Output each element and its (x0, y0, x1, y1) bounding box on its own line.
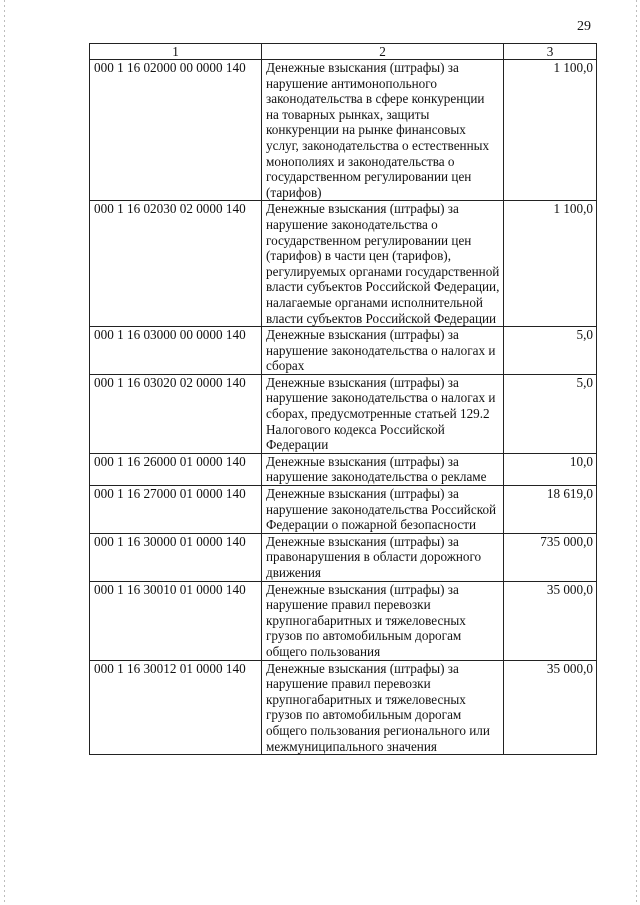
row-code: 000 1 16 26000 01 0000 140 (90, 453, 262, 485)
table-row (90, 453, 597, 485)
table-row (90, 60, 597, 201)
row-amount: 5,0 (504, 374, 597, 453)
row-code: 000 1 16 02000 00 0000 140 (90, 60, 262, 201)
scan-edge-left (4, 0, 5, 905)
table-row (90, 374, 597, 453)
table-row (90, 581, 597, 660)
page-number: 29 (577, 19, 591, 34)
table-row (90, 327, 597, 375)
row-code: 000 1 16 03000 00 0000 140 (90, 327, 262, 375)
table-row (90, 533, 597, 581)
row-code: 000 1 16 27000 01 0000 140 (90, 486, 262, 534)
row-code: 000 1 16 30000 01 0000 140 (90, 533, 262, 581)
scan-edge-right (636, 0, 637, 905)
column-header-code: 1 (90, 44, 262, 60)
row-name: Денежные взыскания (штрафы) за нарушение законодательства Российской Федерации о пожарной безопасности (262, 486, 504, 534)
row-amount: 35 000,0 (504, 581, 597, 660)
table-header-row (90, 44, 597, 60)
row-amount: 1 100,0 (504, 60, 597, 201)
row-amount: 735 000,0 (504, 533, 597, 581)
table-row (90, 660, 597, 755)
row-code: 000 1 16 02030 02 0000 140 (90, 201, 262, 327)
table-row (90, 201, 597, 327)
row-name: Денежные взыскания (штрафы) за нарушение антимонопольного законодательства в сфере конкуренции на товарных рынках, защиты конкуренции на рынке финансовых услуг, законодательства о естественных монополиях и законодательства о государственном регулировании цен (тарифов) (262, 60, 504, 201)
row-name: Денежные взыскания (штрафы) за нарушение законодательства о налогах и сборах (262, 327, 504, 375)
column-header-name: 2 (262, 44, 504, 60)
row-amount: 5,0 (504, 327, 597, 375)
row-name: Денежные взыскания (штрафы) за нарушение правил перевозки крупногабаритных и тяжеловесных грузов по автомобильным дорогам общего пользования регионального или межмуниципального значения (262, 660, 504, 755)
row-code: 000 1 16 30010 01 0000 140 (90, 581, 262, 660)
column-header-amount: 3 (504, 44, 597, 60)
budget-revenue-table (89, 43, 597, 755)
row-name: Денежные взыскания (штрафы) за нарушение законодательства о налогах и сборах, предусмотренные статьей 129.2 Налогового кодекса Российской Федерации (262, 374, 504, 453)
row-amount: 10,0 (504, 453, 597, 485)
row-name: Денежные взыскания (штрафы) за нарушение законодательства о государственном регулировании цен (тарифов) в части цен (тарифов), регулируемых органами государственной власти субъектов Российской Федерации, налагаемые органами исполнительной власти субъектов Российской Федерации (262, 201, 504, 327)
row-name: Денежные взыскания (штрафы) за нарушение законодательства о рекламе (262, 453, 504, 485)
table-row (90, 486, 597, 534)
row-name: Денежные взыскания (штрафы) за нарушение правил перевозки крупногабаритных и тяжеловесных грузов по автомобильным дорогам общего пользования (262, 581, 504, 660)
row-code: 000 1 16 03020 02 0000 140 (90, 374, 262, 453)
row-code: 000 1 16 30012 01 0000 140 (90, 660, 262, 755)
row-amount: 18 619,0 (504, 486, 597, 534)
row-amount: 35 000,0 (504, 660, 597, 755)
row-amount: 1 100,0 (504, 201, 597, 327)
row-name: Денежные взыскания (штрафы) за правонарушения в области дорожного движения (262, 533, 504, 581)
